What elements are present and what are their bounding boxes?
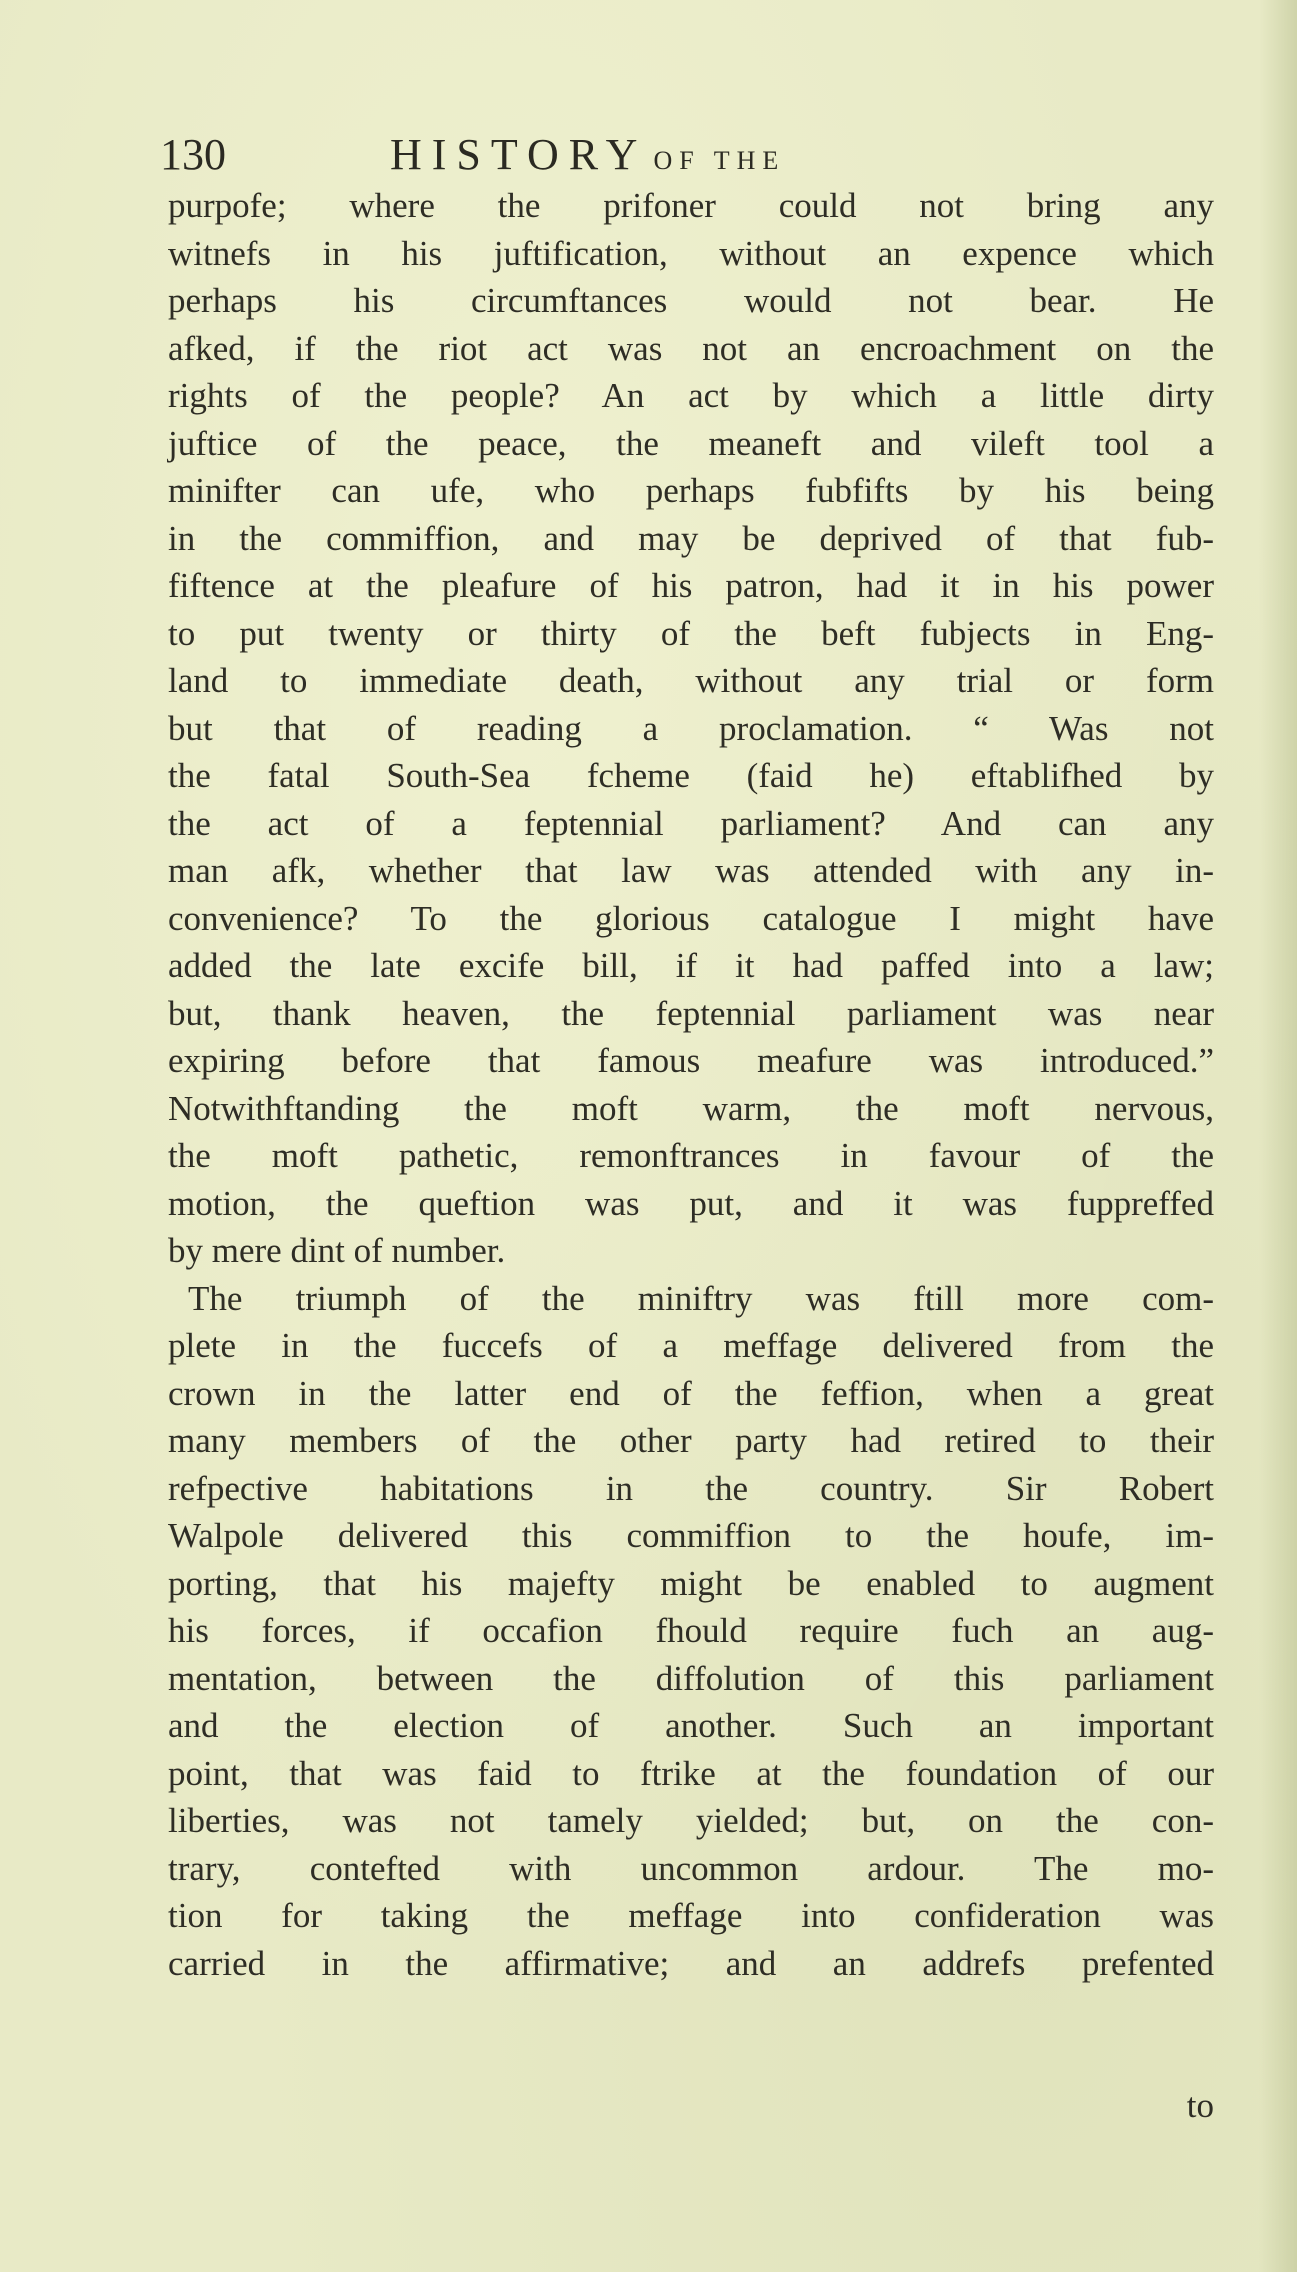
text-line: convenience? To the glorious catalogue I might have [168, 898, 1214, 938]
text-line: refpective habitations in the country. Sir Robert [168, 1468, 1214, 1508]
text-line: tion for taking the meffage into confideration was [168, 1896, 1214, 1935]
page-edge-shadow [1259, 0, 1297, 2272]
text-line: but, thank heaven, the feptennial parliament was near [168, 993, 1214, 1033]
text-line: perhaps his circumftances would not bear. He [168, 281, 1214, 320]
text-line: and the election of another. Such an important [168, 1706, 1214, 1745]
text-line: The triumph of the miniftry was ftill more com- [188, 1278, 1214, 1318]
catchword: to [1186, 2086, 1214, 2125]
text-line: to put twenty or thirty of the beft fubjects in Eng- [168, 613, 1214, 653]
text-line: Walpole delivered this commiffion to the houfe, im- [168, 1516, 1214, 1555]
text-line: the fatal South-Sea fcheme (faid he) eftablifhed by [168, 756, 1214, 795]
text-line: land to immediate death, without any trial or form [168, 661, 1214, 700]
running-head-main: HISTORY [390, 130, 648, 179]
body-text [168, 182, 1214, 1987]
text-line: trary, contefted with uncommon ardour. The mo- [168, 1848, 1214, 1888]
text-line: the moft pathetic, remonftrances in favour of the [168, 1136, 1214, 1175]
text-line: his forces, if occafion fhould require fuch an aug- [168, 1611, 1214, 1650]
text-line: by mere dint of number. [168, 1231, 506, 1270]
text-line: the act of a feptennial parliament? And can any [168, 803, 1214, 843]
text-line: liberties, was not tamely yielded; but, on the con- [168, 1801, 1214, 1840]
text-line: expiring before that famous meafure was introduced.” [168, 1041, 1214, 1080]
text-line: juftice of the peace, the meaneft and vileft tool a [168, 423, 1214, 463]
text-line: Notwithftanding the moft warm, the moft nervous, [168, 1088, 1214, 1128]
text-line: carried in the affirmative; and an addrefs prefented [168, 1943, 1214, 1983]
text-line: man afk, whether that law was attended with any in- [168, 851, 1214, 890]
text-line: but that of reading a proclamation. “ Was not [168, 708, 1214, 748]
text-line: porting, that his majefty might be enabled to augment [168, 1563, 1214, 1603]
text-line: mentation, between the diffolution of this parliament [168, 1658, 1214, 1698]
text-line: rights of the people? An act by which a little dirty [168, 376, 1214, 415]
text-line: purpofe; where the prifoner could not bring any [168, 186, 1214, 225]
text-line: afked, if the riot act was not an encroachment on the [168, 328, 1214, 368]
running-head-small: OF THE [653, 146, 786, 175]
text-line: minifter can ufe, who perhaps fubfifts by his being [168, 471, 1214, 510]
text-line: crown in the latter end of the feffion, when a great [168, 1373, 1214, 1413]
text-line: motion, the queftion was put, and it was fuppreffed [168, 1183, 1214, 1223]
text-line: in the commiffion, and may be deprived of that fub- [168, 518, 1214, 558]
text-line: many members of the other party had retired to their [168, 1421, 1214, 1460]
text-line: witnefs in his juftification, without an expence which [168, 233, 1214, 273]
text-line: added the late excife bill, if it had paffed into a law; [168, 946, 1214, 985]
text-line: fiftence at the pleafure of his patron, had it in his power [168, 566, 1214, 605]
text-line: plete in the fuccefs of a meffage delivered from the [168, 1326, 1214, 1365]
text-line: point, that was faid to ftrike at the foundation of our [168, 1753, 1214, 1793]
page-number: 130 [160, 130, 226, 179]
